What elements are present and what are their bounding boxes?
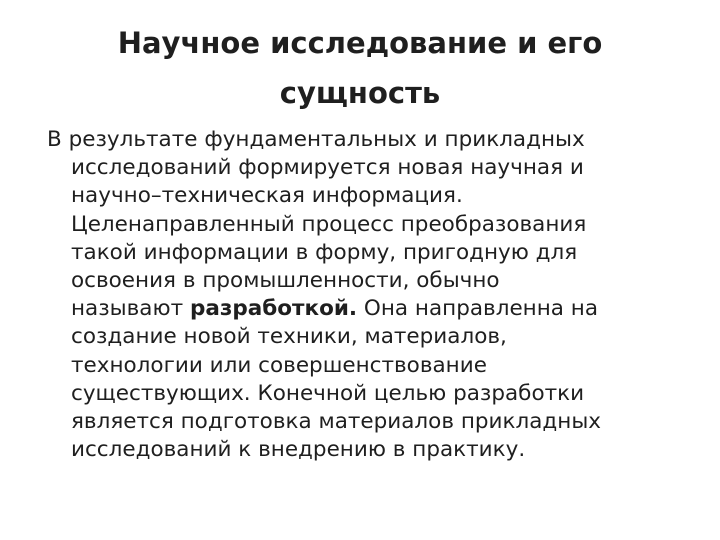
body-line-6: освоения в промышленности, обычно — [71, 268, 500, 294]
body-line-7-after: Она направленна на — [357, 296, 599, 322]
body-line-1: В результате фундаментальных и прикладных — [47, 127, 585, 152]
slide-title — [80, 18, 640, 118]
body-line-5: такой информации в форму, пригодную для — [71, 239, 578, 265]
body-line-8: создание новой техники, материалов, — [71, 324, 507, 350]
body-line-4: Целенаправленный процесс преобразования — [71, 211, 587, 237]
title-line-2: сущность — [279, 76, 441, 110]
slide-body-paragraph — [47, 126, 697, 464]
body-line-7-before: называют — [71, 296, 190, 322]
body-line-3: научно–техническая информация. — [71, 183, 463, 209]
body-line-11: является подготовка материалов прикладных — [71, 409, 602, 435]
title-line-1: Научное исследование и его — [117, 26, 603, 60]
highlighted-term: разработкой. — [189, 296, 358, 322]
body-line-7 — [47, 295, 697, 323]
body-line-12: исследований к внедрению в практику. — [71, 437, 526, 463]
body-line-10: существующих. Конечной целью разработки — [71, 380, 585, 406]
body-line-9: технологии или совершенствование — [71, 352, 487, 378]
body-line-2: исследований формируется новая научная и — [71, 155, 584, 181]
